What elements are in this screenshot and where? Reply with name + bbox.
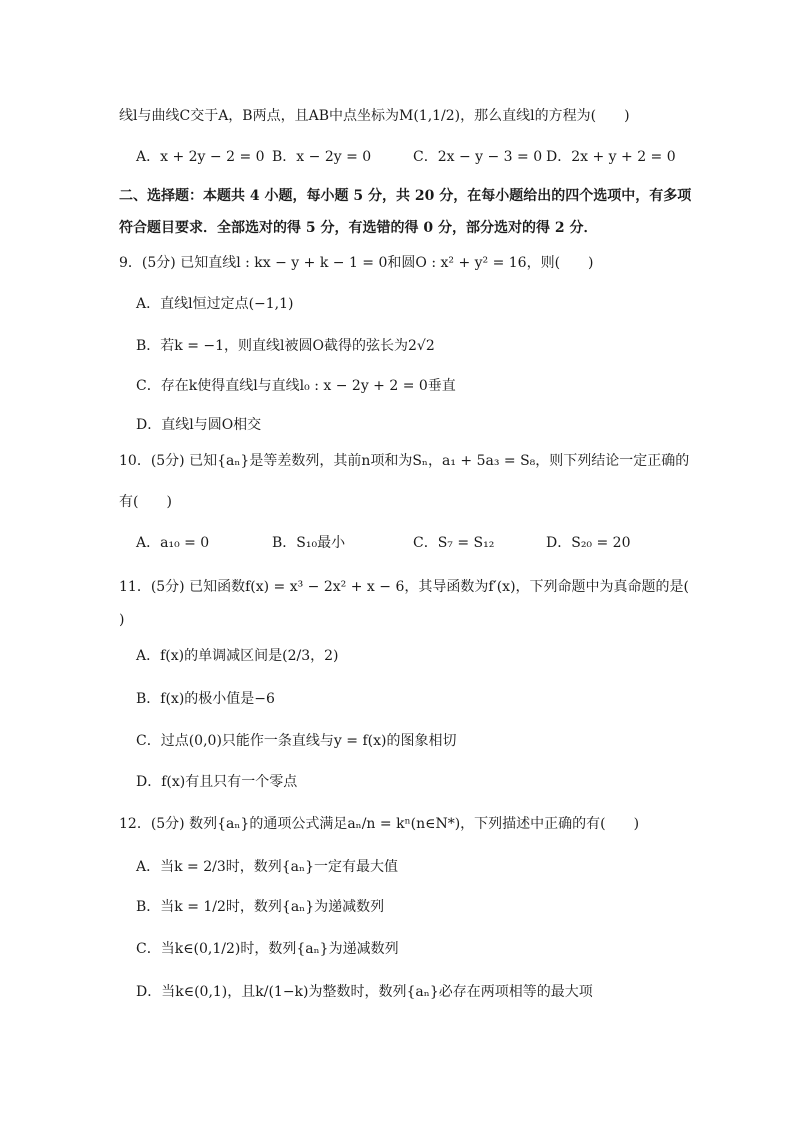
q9-option-d: D．直线l与圆O相交 <box>136 417 262 433</box>
q10-option-c: C．S₇ = S₁₂ <box>413 535 495 551</box>
q11-option-b: B．f(x)的极小值是−6 <box>136 691 275 707</box>
q10-stem-line2: 有( ) <box>119 494 172 510</box>
section2-instructions-line1: 二、选择题：本题共 4 小题，每小题 5 分，共 20 分，在每小题给出的四个选项中，有多项 <box>119 188 692 204</box>
q8-option-c: C．2x − y − 3 = 0 <box>413 149 543 165</box>
q10-stem-line1: 10．(5分) 已知{aₙ}是等差数列，其前n项和为Sₙ，a₁ + 5a₃ = S₈，则下列结论一定正确的 <box>119 453 690 469</box>
q8-option-a: A．x + 2y − 2 = 0 <box>136 149 265 165</box>
q11-option-c: C．过点(0,0)只能作一条直线与y = f(x)的图象相切 <box>136 733 457 749</box>
q12-stem: 12．(5分) 数列{aₙ}的通项公式满足aₙ/n = kⁿ(n∈N*)，下列描述中正确的有( ) <box>119 816 640 832</box>
q12-option-c: C．当k∈(0,1/2)时，数列{aₙ}为递减数列 <box>136 941 399 957</box>
q11-stem-line1: 11．(5分) 已知函数f(x) = x³ − 2x² + x − 6，其导函数为f′(x)，下列命题中为真命题的是( <box>119 579 689 595</box>
q10-option-d: D．S₂₀ = 20 <box>546 535 631 551</box>
q12-option-a: A．当k = 2/3时，数列{aₙ}一定有最大值 <box>136 859 398 875</box>
q9-stem: 9．(5分) 已知直线l : kx − y + k − 1 = 0和圆O : x² + y² = 16，则( ) <box>119 255 594 271</box>
q12-option-b: B．当k = 1/2时，数列{aₙ}为递减数列 <box>136 899 385 915</box>
q12-option-d: D．当k∈(0,1)，且k/(1−k)为整数时，数列{aₙ}必存在两项相等的最大项 <box>136 984 593 1000</box>
q10-option-a: A．a₁₀ = 0 <box>136 535 210 551</box>
q9-option-b: B．若k = −1，则直线l被圆O截得的弦长为2√2 <box>136 338 435 354</box>
section2-instructions-line2: 符合题目要求．全部选对的得 5 分，有选错的得 0 分，部分选对的得 2 分． <box>119 220 598 236</box>
q11-option-a: A．f(x)的单调减区间是(2/3，2) <box>136 648 339 664</box>
q8-stem-tail: 线l与曲线C交于A，B两点，且AB中点坐标为M(1,1/2)，那么直线l的方程为( ) <box>119 108 630 124</box>
q9-option-c: C．存在k使得直线l与直线l₀ : x − 2y + 2 = 0垂直 <box>136 378 456 394</box>
q11-stem-line2: ) <box>119 612 125 628</box>
q8-option-d: D．2x + y + 2 = 0 <box>546 149 676 165</box>
q8-option-b: B．x − 2y = 0 <box>272 149 372 165</box>
q11-option-d: D．f(x)有且只有一个零点 <box>136 774 298 790</box>
q10-option-b: B．S₁₀最小 <box>272 535 346 551</box>
q9-option-a: A．直线l恒过定点(−1,1) <box>136 296 294 312</box>
